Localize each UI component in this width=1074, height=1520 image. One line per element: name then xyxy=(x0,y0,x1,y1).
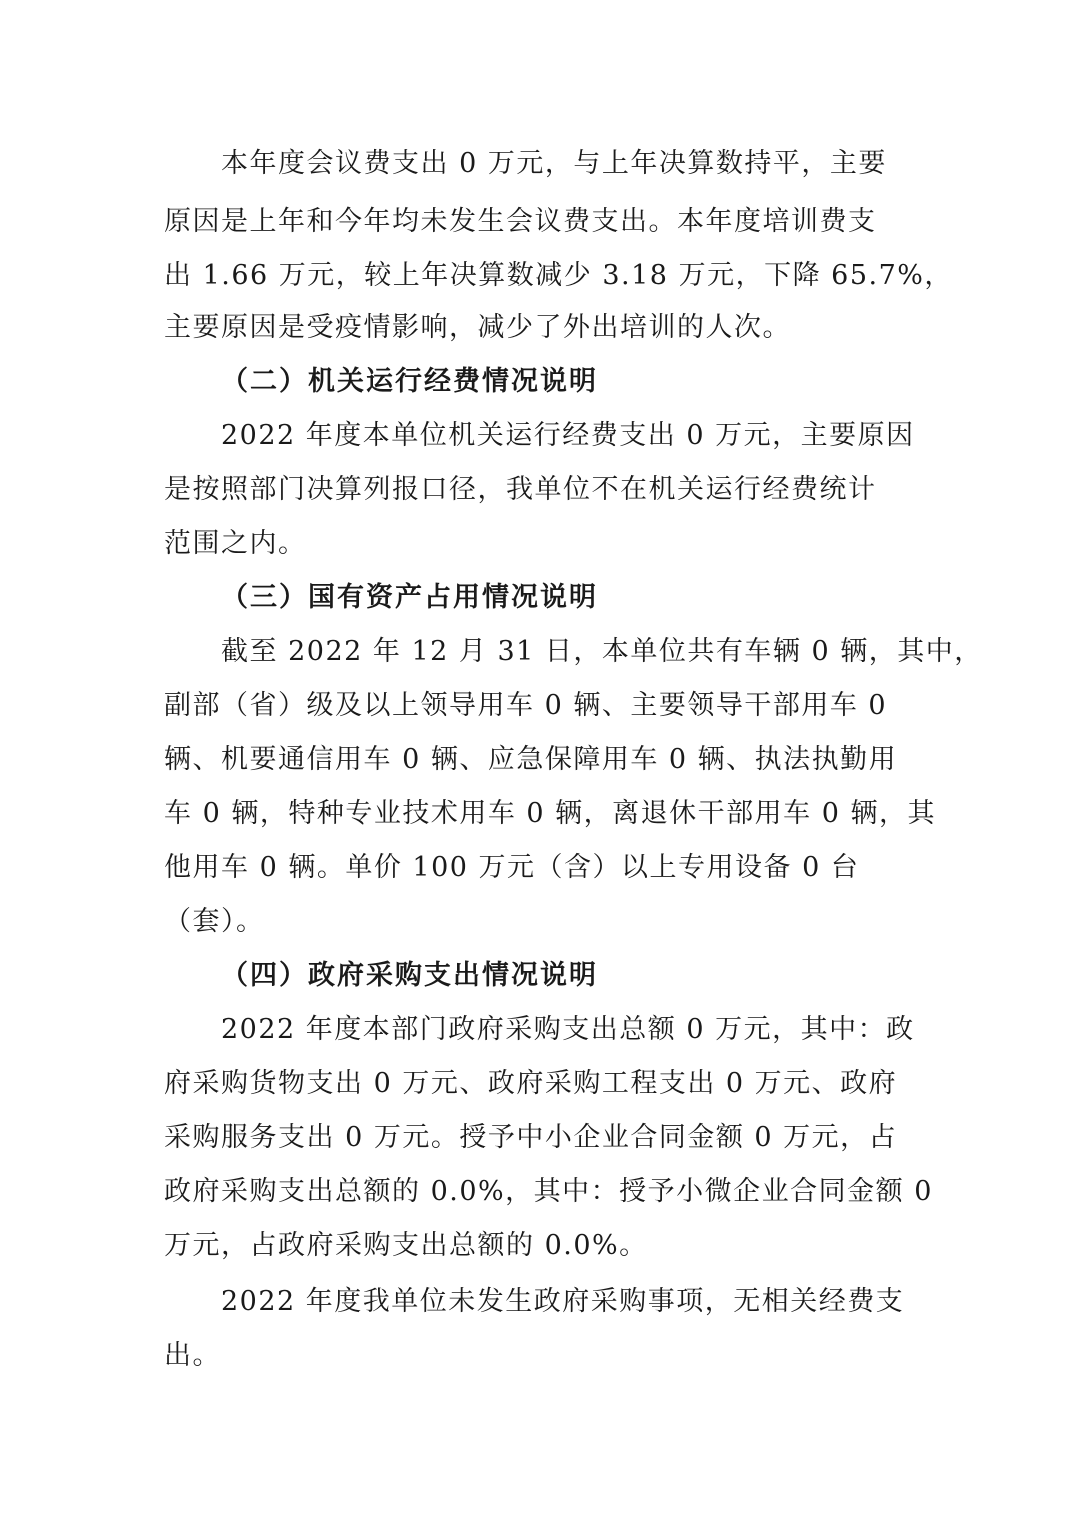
paragraph-line: 2022 年度本单位机关运行经费支出 0 万元，主要原因 xyxy=(221,420,915,451)
paragraph-line: 是按照部门决算列报口径，我单位不在机关运行经费统计 xyxy=(164,474,877,505)
paragraph-line: 他用车 0 辆。单价 100 万元（含）以上专用设备 0 台 xyxy=(164,852,860,883)
paragraph-line: （套）。 xyxy=(164,906,265,937)
section-heading: （四）政府采购支出情况说明 xyxy=(221,960,598,991)
section-heading: （二）机关运行经费情况说明 xyxy=(221,366,598,397)
paragraph-line: 本年度会议费支出 0 万元，与上年决算数持平，主要 xyxy=(221,148,887,179)
paragraph-line: 采购服务支出 0 万元。授予中小企业合同金额 0 万元，占 xyxy=(164,1122,898,1153)
paragraph-line: 截至 2022 年 12 月 31 日，本单位共有车辆 0 辆，其中， xyxy=(221,636,983,667)
paragraph-line: 原因是上年和今年均未发生会议费支出。本年度培训费支 xyxy=(164,206,877,237)
paragraph-line: 出 1.66 万元，较上年决算数减少 3.18 万元，下降 65.7%， xyxy=(164,260,953,291)
paragraph-line: 辆、机要通信用车 0 辆、应急保障用车 0 辆、执法执勤用 xyxy=(164,744,898,775)
paragraph-line: 范围之内。 xyxy=(164,528,307,559)
paragraph-line: 2022 年度本部门政府采购支出总额 0 万元，其中：政 xyxy=(221,1014,915,1045)
paragraph-line: 万元，占政府采购支出总额的 0.0%。 xyxy=(164,1230,648,1261)
paragraph-line: 副部（省）级及以上领导用车 0 辆、主要领导干部用车 0 xyxy=(164,690,888,721)
paragraph-line: 车 0 辆，特种专业技术用车 0 辆，离退休干部用车 0 辆，其 xyxy=(164,798,937,829)
paragraph-line: 府采购货物支出 0 万元、政府采购工程支出 0 万元、政府 xyxy=(164,1068,898,1099)
paragraph-line: 政府采购支出总额的 0.0%，其中：授予小微企业合同金额 0 xyxy=(164,1176,933,1207)
section-heading: （三）国有资产占用情况说明 xyxy=(221,582,598,613)
paragraph-line: 主要原因是受疫情影响，减少了外出培训的人次。 xyxy=(164,312,791,343)
paragraph-line: 出。 xyxy=(164,1340,221,1371)
paragraph-line: 2022 年度我单位未发生政府采购事项，无相关经费支 xyxy=(221,1286,905,1317)
